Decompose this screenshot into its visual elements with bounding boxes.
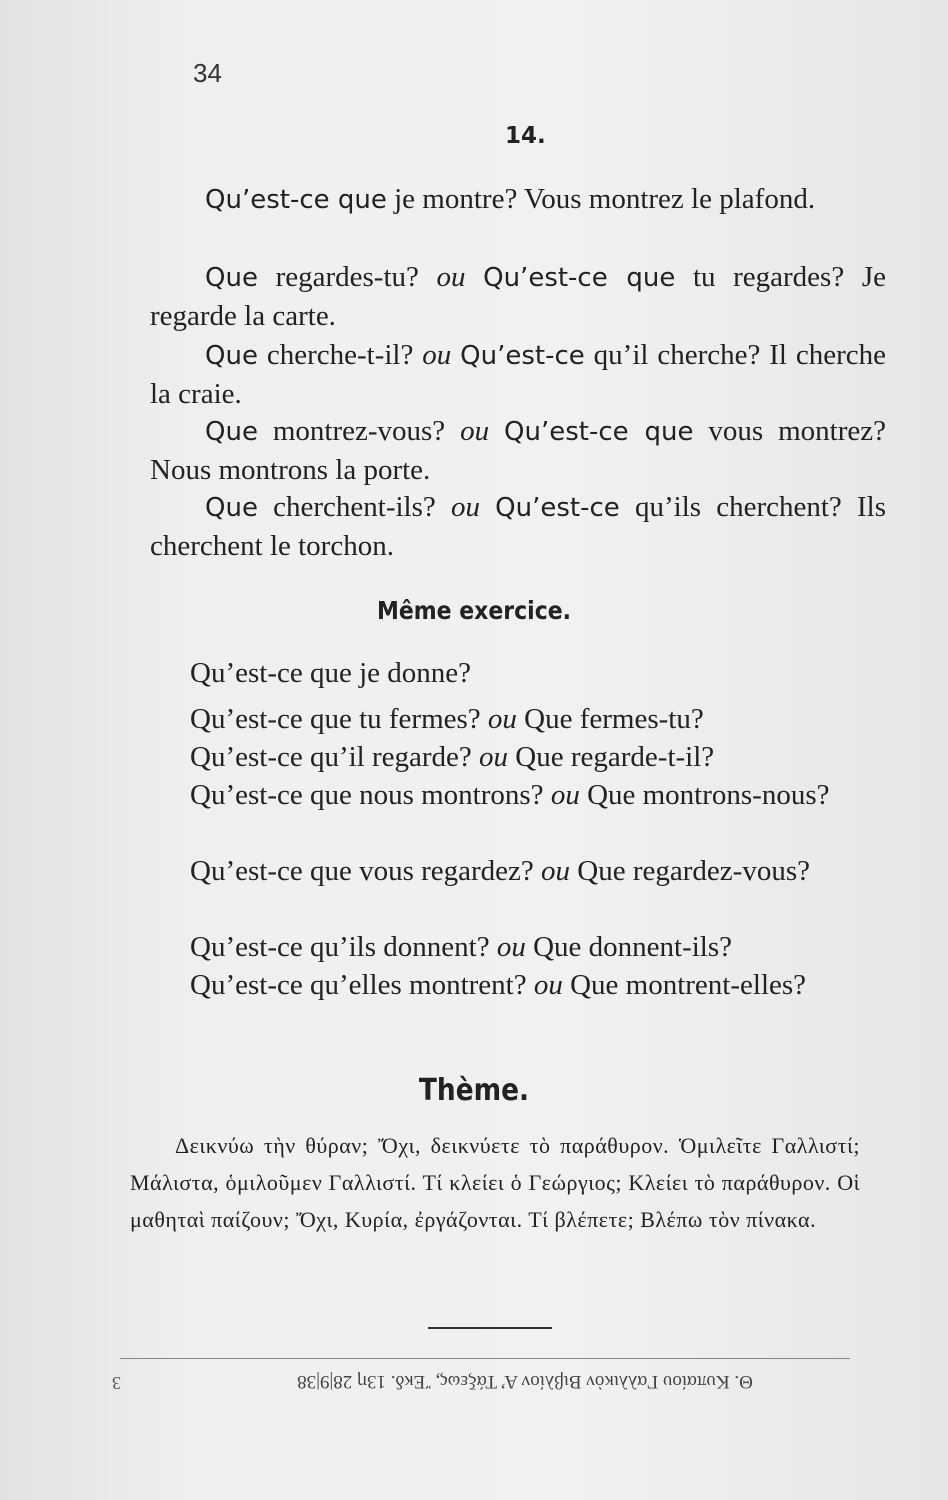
or-conjunction: ou [496, 931, 526, 963]
exercise-paragraph [140, 738, 870, 776]
text-segment: Qu’est-ce que [504, 417, 694, 447]
text-segment: Que [205, 263, 258, 293]
text-segment [480, 491, 495, 523]
or-conjunction: ou [460, 415, 490, 447]
lesson-paragraph [150, 488, 886, 565]
text-segment [489, 415, 504, 447]
lesson-paragraph [150, 336, 886, 413]
text-segment: regardes-tu? [257, 261, 437, 293]
text-segment: Qu’est-ce qu’il regarde? [190, 741, 480, 773]
exercise-paragraph [140, 654, 870, 692]
or-conjunction: ou [487, 703, 517, 735]
text-segment: Qu’est-ce [495, 493, 620, 523]
lesson-paragraph [150, 180, 886, 219]
text-segment: cherche-t-il? [257, 339, 423, 371]
theme-heading: Thème. [418, 1073, 530, 1108]
or-conjunction: ou [541, 855, 571, 887]
exercise-paragraph [140, 700, 870, 738]
page-number: 34 [193, 58, 222, 88]
or-conjunction: ou [450, 491, 480, 523]
text-segment: Qu’est-ce que tu fermes? [190, 703, 488, 735]
signature-number: 3 [112, 1373, 121, 1393]
exercise-paragraph [140, 852, 870, 890]
text-segment [465, 261, 483, 293]
text-segment: qu’il cherche? Il cherche la craie. [150, 339, 886, 410]
or-conjunction: ou [533, 969, 563, 1001]
theme-greek-text [130, 1127, 860, 1238]
or-conjunction: ou [550, 779, 580, 811]
text-segment: cherchent-ils? [257, 491, 451, 523]
exercise-heading: Même exercice. [376, 596, 572, 625]
text-segment: Que montrent-elles? [562, 969, 807, 1001]
text-segment: Qu’est-ce que [483, 263, 676, 293]
or-conjunction: ou [422, 339, 452, 371]
footer-divider [120, 1358, 850, 1359]
text-segment: Qu’est-ce que [205, 185, 387, 215]
text-segment: Qu’est-ce qu’ils donnent? [190, 931, 497, 963]
text-segment: Qu’est-ce que je donne? [190, 657, 472, 689]
text-segment: Que donnent-ils? [525, 931, 732, 963]
or-conjunction: ou [479, 741, 509, 773]
section-number: 14. [505, 123, 546, 149]
text-segment: Qu’est-ce [460, 341, 585, 371]
text-segment: je montre? Vous montrez le plafond. [386, 183, 816, 215]
text-segment: vous montrez? Nous montrons la porte. [150, 415, 886, 486]
lesson-paragraph [150, 412, 886, 489]
text-segment: Que regardez-vous? [570, 855, 810, 887]
text-segment: Que fermes-tu? [516, 703, 704, 735]
theme-text: Δεικνύω τὴν θύραν; Ὄχι, δεικνύετε τὸ παράθυρον. Ὁμιλεῖτε Γαλλιστί; Μάλιστα, ὁμιλοῦμεν Γαλλιστί. Τί κλείει ὁ Γεώργιος; Κλείει τὸ παράθυρον. Οἱ μαθηταὶ παίζουν; Ὄχι, Κυρία, ἐργάζονται. Τί βλέπετε; Βλέπω τὸν πίνακα. [130, 1133, 860, 1232]
exercise-paragraph [140, 966, 870, 1004]
text-segment [451, 339, 460, 371]
text-segment: Qu’est-ce que nous montrons? [190, 779, 551, 811]
exercise-paragraph [140, 776, 870, 814]
text-segment: Que [205, 493, 258, 523]
text-segment: qu’ils cherchent? Ils cherchent le torchon. [150, 491, 886, 562]
text-segment: Que regarde-t-il? [508, 741, 715, 773]
text-segment: tu regardes? Je regarde la carte. [150, 261, 886, 332]
or-conjunction: ou [436, 261, 466, 293]
text-segment: Qu’est-ce que vous regardez? [190, 855, 542, 887]
text-segment: montrez-vous? [257, 415, 461, 447]
printer-footer: Θ. Κυπαίου Γαλλικὸν Βιβλίον Α’ Τάξεως, Ἔκδ. 13η 28|9|38 [297, 1371, 753, 1392]
lesson-paragraph [150, 258, 886, 335]
text-segment: Que [205, 341, 258, 371]
text-segment: Qu’est-ce qu’elles montrent? [190, 969, 534, 1001]
exercise-paragraph [140, 928, 870, 966]
text-segment: Que montrons-nous? [579, 779, 830, 811]
text-segment: Que [205, 417, 258, 447]
end-rule [428, 1327, 552, 1329]
